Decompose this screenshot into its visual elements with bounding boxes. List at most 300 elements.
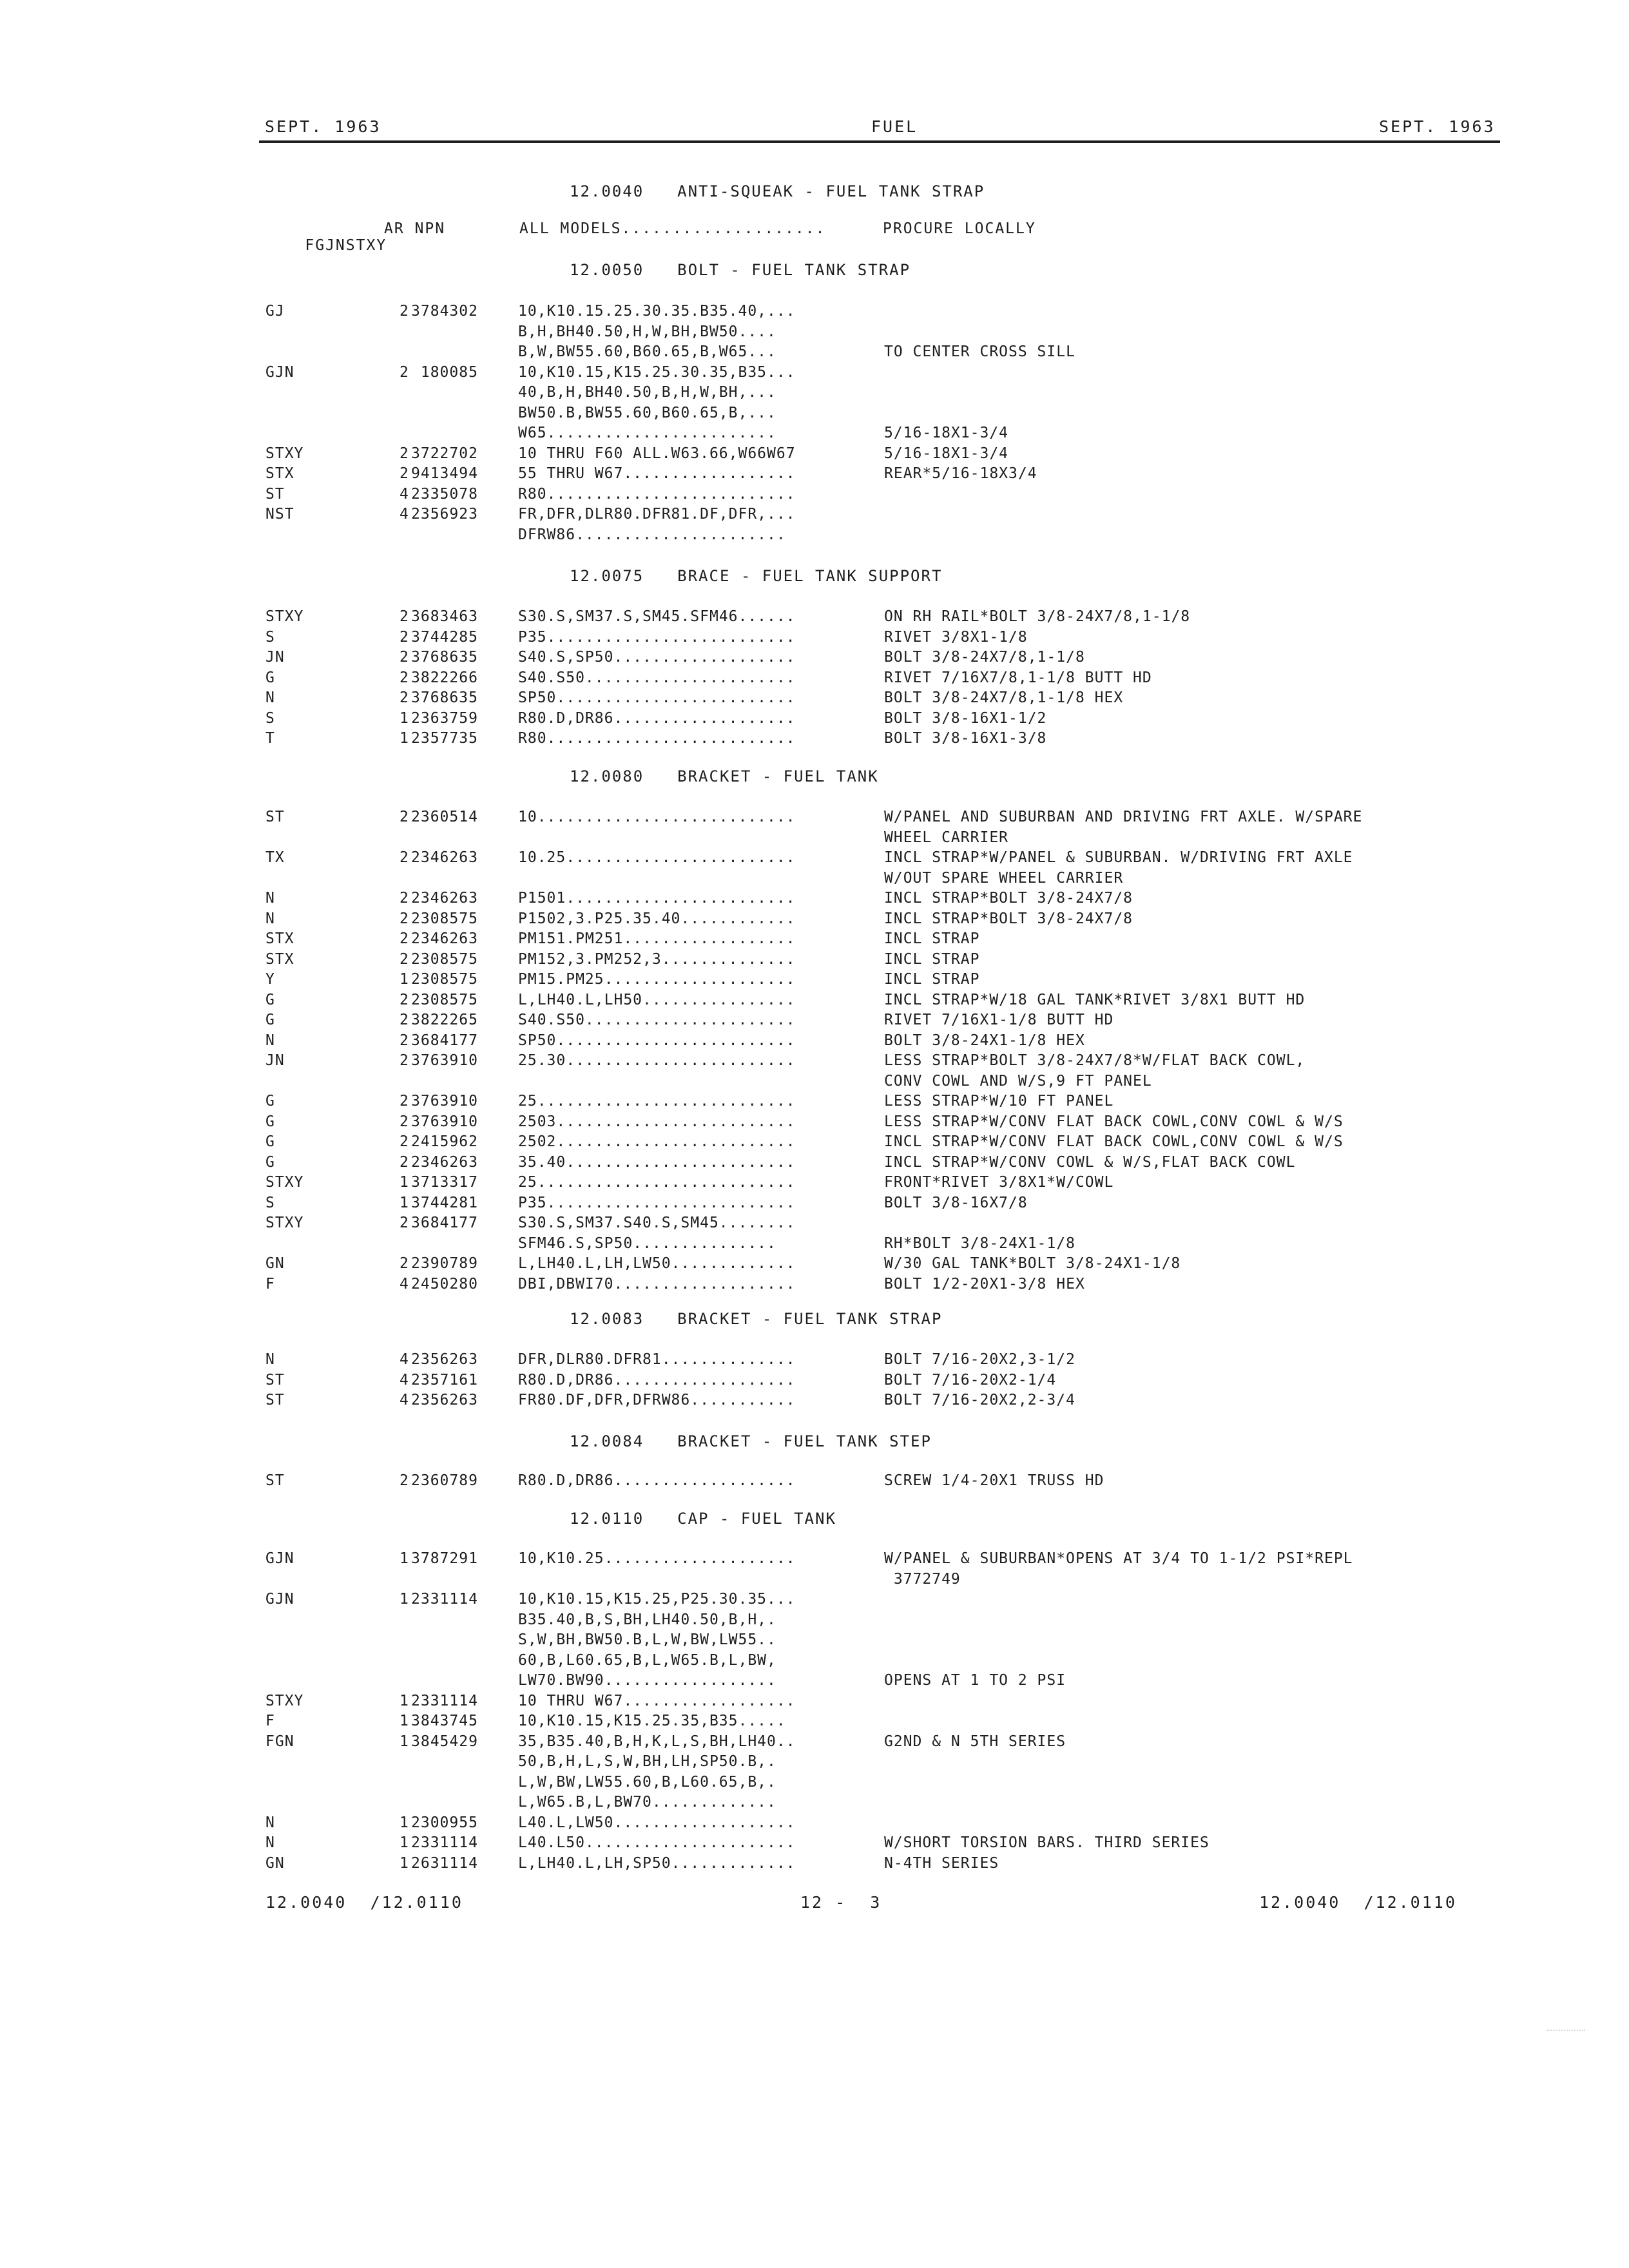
model-applicability: FR,DFR,DLR80.DFR81.DF,DFR,...	[518, 506, 796, 523]
model-code: STX	[265, 465, 294, 482]
part-note: BOLT 3/8-24X7/8,1-1/8 HEX	[884, 689, 1124, 706]
part-number: 2360514	[411, 809, 478, 825]
part-note: BOLT 3/8-16X1-1/2	[884, 709, 1047, 727]
part-number: 2308575	[411, 971, 478, 988]
model-applicability: LW70.BW90..................	[518, 1672, 776, 1689]
model-applicability: SP50.........................	[518, 689, 796, 706]
model-applicability: 25.30........................	[518, 1052, 796, 1069]
part-number: 2356263	[411, 1392, 478, 1408]
model-applicability: 10...........................	[518, 809, 796, 825]
model-applicability: B,W,BW55.60,B60.65,B,W65...	[518, 343, 776, 360]
part-row	[0, 848, 1629, 869]
column-header-npn: NPN	[414, 220, 446, 237]
part-row	[0, 1234, 1629, 1254]
part-row	[0, 648, 1629, 668]
part-row	[0, 1471, 1629, 1492]
part-note: INCL STRAP*BOLT 3/8-24X7/8	[884, 890, 1133, 907]
part-row	[0, 383, 1629, 403]
part-number: 2357735	[411, 730, 478, 747]
part-note: FRONT*RIVET 3/8X1*W/COWL	[884, 1174, 1114, 1191]
model-code: N	[265, 890, 275, 907]
model-applicability: L40.L50......................	[518, 1834, 796, 1851]
part-number: 3822266	[411, 669, 478, 686]
part-row	[0, 1370, 1629, 1391]
model-code: STXY	[265, 608, 304, 625]
part-note: BOLT 7/16-20X2-1/4	[884, 1371, 1057, 1389]
part-note: W/PANEL & SUBURBAN*OPENS AT 3/4 TO 1-1/2 PSI*REPL	[884, 1550, 1353, 1567]
column-header-ar-npn	[384, 220, 445, 237]
model-applicability: L,LH40.L,LH50................	[518, 991, 796, 1008]
model-applicability: DFR,DLR80.DFR81..............	[518, 1351, 796, 1368]
part-row	[0, 302, 1629, 322]
quantity: 1	[400, 1591, 409, 1608]
part-number: 3843745	[411, 1713, 478, 1729]
model-applicability: S40.S50......................	[518, 1012, 796, 1028]
part-number: 3768635	[411, 649, 478, 666]
model-applicability: 50,B,H,L,S,W,BH,LH,SP50.B,.	[518, 1753, 776, 1770]
part-row	[0, 1051, 1629, 1072]
quantity: 2	[400, 1153, 409, 1171]
model-applicability: 10,K10.15,K15.25.30.35,B35...	[518, 363, 796, 381]
part-row	[0, 1274, 1629, 1295]
part-number: 3763910	[411, 1093, 478, 1110]
part-note: G2ND & N 5TH SERIES	[884, 1733, 1066, 1750]
part-number: 2415962	[411, 1133, 478, 1150]
section-name: ANTI-SQUEAK - FUEL TANK STRAP	[677, 182, 985, 200]
part-number: 2356923	[411, 506, 478, 523]
section-name: BOLT - FUEL TANK STRAP	[677, 261, 911, 279]
part-row	[0, 464, 1629, 485]
part-number: 3763910	[411, 1052, 478, 1069]
scan-mark	[1547, 2030, 1585, 2032]
model-code: GJN	[265, 1550, 294, 1567]
quantity: 1	[400, 1713, 409, 1729]
part-number: 2450280	[411, 1275, 478, 1293]
section-name: BRACE - FUEL TANK SUPPORT	[677, 567, 943, 585]
model-code: N	[265, 1032, 275, 1049]
part-row	[0, 1390, 1629, 1411]
part-note: 5/16-18X1-3/4	[884, 445, 1009, 462]
part-note: ON RH RAIL*BOLT 3/8-24X7/8,1-1/8	[884, 608, 1191, 625]
quantity: 2	[400, 1052, 409, 1069]
part-note: 5/16-18X1-3/4	[884, 425, 1009, 441]
model-applicability: S30.S,SM37.S,SM45.SFM46......	[518, 608, 796, 625]
model-code: GJN	[265, 1591, 294, 1608]
part-number: 3713317	[411, 1174, 478, 1191]
quantity: 2	[400, 669, 409, 686]
model-applicability: 10,K10.15,K15.25.35,B35.....	[518, 1713, 786, 1729]
part-number: 3744285	[411, 628, 478, 646]
part-row	[0, 909, 1629, 930]
part-row	[0, 1254, 1629, 1274]
parts-list	[0, 607, 1629, 749]
part-note: W/SHORT TORSION BARS. THIRD SERIES	[884, 1834, 1210, 1851]
model-applicability: B,H,BH40.50,H,W,BH,BW50....	[518, 323, 776, 340]
section-title	[570, 261, 911, 279]
model-applicability: 10 THRU F60 ALL.W63.66,W66W67	[518, 445, 796, 462]
part-note: OPENS AT 1 TO 2 PSI	[884, 1672, 1066, 1689]
part-row	[0, 990, 1629, 1011]
part-number: 2308575	[411, 950, 478, 968]
model-applicability: L,W,BW,LW55.60,B,L60.65,B,.	[518, 1773, 776, 1791]
part-row	[0, 1132, 1629, 1153]
quantity: 4	[400, 1371, 409, 1389]
part-row	[0, 1072, 1629, 1092]
model-code: ST	[265, 1392, 285, 1408]
quantity: 4	[400, 1351, 409, 1368]
model-applicability: BW50.B,BW55.60,B60.65,B,...	[518, 404, 776, 421]
quantity: 1	[400, 1174, 409, 1191]
model-code: NST	[265, 506, 294, 523]
part-note: INCL STRAP*W/CONV FLAT BACK COWL,CONV COWL & W/S	[884, 1133, 1344, 1150]
model-applicability: PM15.PM25....................	[518, 971, 796, 988]
part-row	[0, 1350, 1629, 1370]
model-applicability: P35..........................	[518, 628, 796, 646]
column-header-codes: FGJNSTXY	[305, 237, 387, 254]
part-note: TO CENTER CROSS SILL	[884, 343, 1075, 360]
model-applicability: L,LH40.L,LH,LW50.............	[518, 1255, 796, 1272]
model-applicability: 60,B,L60.65,B,L,W65.B,L,BW,	[518, 1651, 776, 1669]
model-code: G	[265, 1113, 275, 1130]
part-number: 2308575	[411, 991, 478, 1008]
part-note: LESS STRAP*BOLT 3/8-24X7/8*W/FLAT BACK COWL,	[884, 1052, 1306, 1069]
model-code: N	[265, 1834, 275, 1851]
model-applicability: L,W65.B,L,BW70.............	[518, 1794, 776, 1811]
part-note: INCL STRAP*W/18 GAL TANK*RIVET 3/8X1 BUTT HD	[884, 991, 1306, 1008]
part-number: 2331114	[411, 1692, 478, 1709]
part-number: 2390789	[411, 1255, 478, 1272]
section-name: CAP - FUEL TANK	[677, 1510, 836, 1528]
part-row	[0, 403, 1629, 424]
part-note: RIVET 7/16X1-1/8 BUTT HD	[884, 1012, 1114, 1028]
model-applicability: R80.D,DR86...................	[518, 1472, 796, 1489]
model-applicability: 35.40........................	[518, 1153, 796, 1171]
part-row	[0, 342, 1629, 363]
quantity: 1	[400, 1194, 409, 1211]
model-code: STXY	[265, 1174, 304, 1191]
model-code: TX	[265, 849, 285, 866]
model-applicability: S30.S,SM37.S40.S,SM45........	[518, 1215, 796, 1231]
header-date-right: SEPT. 1963	[1379, 117, 1496, 136]
model-code: STXY	[265, 1692, 304, 1709]
section-title	[570, 1310, 942, 1328]
footer-page-number: 12 - 3	[800, 1893, 882, 1912]
quantity: 1	[400, 709, 409, 727]
part-note: BOLT 3/8-16X1-3/8	[884, 730, 1047, 747]
model-applicability: 25...........................	[518, 1174, 796, 1191]
part-number: 2363759	[411, 709, 478, 727]
part-row	[0, 709, 1629, 729]
header-rule	[259, 140, 1500, 143]
quantity: 2	[400, 910, 409, 927]
model-applicability: 10,K10.25....................	[518, 1550, 796, 1567]
quantity: 1	[400, 1814, 409, 1831]
quantity: 2	[400, 1133, 409, 1150]
part-number: 2346263	[411, 930, 478, 947]
part-row	[0, 628, 1629, 648]
part-row	[0, 1854, 1629, 1874]
quantity: 1	[400, 1692, 409, 1709]
part-row	[0, 1833, 1629, 1854]
model-code: T	[265, 730, 275, 747]
quantity: 2	[400, 628, 409, 646]
part-number: 2300955	[411, 1814, 478, 1831]
part-note: BOLT 7/16-20X2,2-3/4	[884, 1392, 1075, 1408]
section-number: 12.0083	[570, 1310, 644, 1328]
section-title	[570, 567, 942, 585]
part-note: 3772749	[884, 1570, 961, 1588]
part-note: INCL STRAP	[884, 971, 980, 988]
part-note: W/OUT SPARE WHEEL CARRIER	[884, 869, 1124, 887]
header-section-title: FUEL	[871, 117, 918, 136]
part-row	[0, 1570, 1629, 1590]
part-row	[0, 1213, 1629, 1234]
part-number: 2331114	[411, 1591, 478, 1608]
quantity: 2	[400, 1472, 409, 1489]
quantity: 2	[400, 890, 409, 907]
model-code: STX	[265, 950, 294, 968]
model-applicability: R80.D,DR86...................	[518, 709, 796, 727]
part-note: W/30 GAL TANK*BOLT 3/8-24X1-1/8	[884, 1255, 1181, 1272]
quantity: 2	[400, 363, 409, 381]
model-code: JN	[265, 649, 285, 666]
part-row	[0, 1590, 1629, 1610]
part-row	[0, 485, 1629, 505]
model-applicability: PM151.PM251..................	[518, 930, 796, 947]
model-code: GN	[265, 1854, 285, 1872]
section-name: BRACKET - FUEL TANK	[677, 767, 879, 785]
section-title	[570, 1432, 932, 1450]
quantity: 1	[400, 1834, 409, 1851]
model-code: G	[265, 1012, 275, 1028]
quantity: 1	[400, 971, 409, 988]
model-applicability: R80.D,DR86...................	[518, 1371, 796, 1389]
section-title	[570, 1510, 836, 1528]
model-applicability: R80..........................	[518, 730, 796, 747]
part-row	[0, 1630, 1629, 1651]
model-applicability: P1501........................	[518, 890, 796, 907]
part-row	[0, 1153, 1629, 1173]
part-note: INCL STRAP	[884, 950, 980, 968]
quantity: 4	[400, 1392, 409, 1408]
part-note: REAR*5/16-18X3/4	[884, 465, 1037, 482]
model-applicability: 10.25........................	[518, 849, 796, 866]
section-number: 12.0080	[570, 767, 644, 785]
model-code: S	[265, 709, 275, 727]
model-code: N	[265, 1814, 275, 1831]
quantity: 2	[400, 608, 409, 625]
model-code: G	[265, 1093, 275, 1110]
quantity: 2	[400, 1113, 409, 1130]
part-row	[0, 1193, 1629, 1214]
model-applicability: 10 THRU W67..................	[518, 1692, 796, 1709]
model-applicability: 40,B,H,BH40.50,B,H,W,BH,...	[518, 384, 776, 401]
header-date-left: SEPT. 1963	[265, 117, 381, 136]
model-applicability: S,W,BH,BW50.B,L,W,BW,LW55..	[518, 1631, 776, 1648]
model-applicability: DBI,DBWI70...................	[518, 1275, 796, 1293]
part-number: 2631114	[411, 1854, 478, 1872]
part-note: BOLT 3/8-24X1-1/8 HEX	[884, 1032, 1085, 1049]
model-applicability: W65........................	[518, 425, 776, 441]
model-applicability: 2502.........................	[518, 1133, 796, 1150]
part-row	[0, 668, 1629, 689]
part-number: 2357161	[411, 1371, 478, 1389]
model-applicability: S40.S50......................	[518, 669, 796, 686]
model-code: GJN	[265, 363, 294, 381]
part-number: 3722702	[411, 445, 478, 462]
section-title	[570, 767, 879, 785]
part-note: BOLT 3/8-24X7/8,1-1/8	[884, 649, 1085, 666]
column-header-ar: AR	[384, 220, 405, 237]
section-number: 12.0110	[570, 1510, 644, 1528]
part-number: 2331114	[411, 1834, 478, 1851]
part-row	[0, 1691, 1629, 1712]
model-applicability: 35,B35.40,B,H,K,L,S,BH,LH40..	[518, 1733, 796, 1750]
part-number: 3683463	[411, 608, 478, 625]
footer-range-left: 12.0040 /12.0110	[265, 1893, 463, 1912]
footer-range-right: 12.0040 /12.0110	[1259, 1893, 1457, 1912]
model-applicability: 10,K10.15,K15.25,P25.30.35...	[518, 1591, 796, 1608]
part-row	[0, 363, 1629, 383]
quantity: 2	[400, 303, 409, 320]
model-code: GN	[265, 1255, 285, 1272]
parts-list	[0, 1471, 1629, 1492]
model-applicability: PM152,3.PM252,3..............	[518, 950, 796, 968]
part-row	[0, 869, 1629, 889]
quantity: 4	[400, 506, 409, 523]
part-number: 3744281	[411, 1194, 478, 1211]
model-code: ST	[265, 809, 285, 825]
model-applicability: SFM46.S,SP50...............	[518, 1235, 776, 1252]
column-header-note: PROCURE LOCALLY	[883, 220, 1036, 237]
quantity: 2	[400, 689, 409, 706]
part-row	[0, 444, 1629, 465]
part-row	[0, 807, 1629, 828]
quantity: 1	[400, 730, 409, 747]
part-number: 3684177	[411, 1215, 478, 1231]
model-code: STX	[265, 930, 294, 947]
part-number: 3784302	[411, 303, 478, 320]
model-applicability: P1502,3.P25.35.40............	[518, 910, 796, 927]
parts-list	[0, 1549, 1629, 1874]
part-number: 9413494	[411, 465, 478, 482]
quantity: 2	[400, 991, 409, 1008]
part-row	[0, 970, 1629, 990]
part-number: 3684177	[411, 1032, 478, 1049]
part-note: INCL STRAP*W/CONV COWL & W/S,FLAT BACK COWL	[884, 1153, 1296, 1171]
model-applicability: SP50.........................	[518, 1032, 796, 1049]
part-note: BOLT 3/8-16X7/8	[884, 1194, 1028, 1211]
part-note: N-4TH SERIES	[884, 1854, 999, 1872]
quantity: 2	[400, 1215, 409, 1231]
quantity: 2	[400, 465, 409, 482]
model-code: GJ	[265, 303, 285, 320]
quantity: 2	[400, 930, 409, 947]
model-code: JN	[265, 1052, 285, 1069]
part-row	[0, 607, 1629, 628]
column-header-models: ALL MODELS....................	[519, 220, 826, 237]
model-applicability: L,LH40.L,LH,SP50.............	[518, 1854, 796, 1872]
model-applicability: 25...........................	[518, 1093, 796, 1110]
part-row	[0, 1773, 1629, 1793]
quantity: 2	[400, 809, 409, 825]
quantity: 2	[400, 849, 409, 866]
part-row	[0, 950, 1629, 970]
quantity: 2	[400, 1032, 409, 1049]
part-note: INCL STRAP	[884, 930, 980, 947]
model-code: N	[265, 689, 275, 706]
quantity: 2	[400, 1093, 409, 1110]
part-note: W/PANEL AND SUBURBAN AND DRIVING FRT AXLE. W/SPARE	[884, 809, 1363, 825]
model-code: ST	[265, 485, 285, 503]
model-code: G	[265, 1133, 275, 1150]
part-note: CONV COWL AND W/S,9 FT PANEL	[884, 1072, 1152, 1090]
parts-list	[0, 1350, 1629, 1411]
quantity: 2	[400, 1255, 409, 1272]
quantity: 2	[400, 1012, 409, 1028]
model-code: N	[265, 1351, 275, 1368]
section-name: BRACKET - FUEL TANK STEP	[677, 1432, 932, 1450]
part-note: INCL STRAP*W/PANEL & SUBURBAN. W/DRIVING FRT AXLE	[884, 849, 1353, 866]
quantity: 2	[400, 649, 409, 666]
part-row	[0, 322, 1629, 343]
part-note: INCL STRAP*BOLT 3/8-24X7/8	[884, 910, 1133, 927]
part-row	[0, 1813, 1629, 1834]
part-row	[0, 729, 1629, 749]
part-row	[0, 1671, 1629, 1691]
section-number: 12.0084	[570, 1432, 644, 1450]
model-applicability: L40.L,LW50...................	[518, 1814, 796, 1831]
part-number: 2360789	[411, 1472, 478, 1489]
quantity: 4	[400, 485, 409, 503]
section-number: 12.0040	[570, 182, 644, 200]
part-row	[0, 1651, 1629, 1671]
part-note: RH*BOLT 3/8-24X1-1/8	[884, 1235, 1075, 1252]
model-applicability: B35.40,B,S,BH,LH40.50,B,H,.	[518, 1611, 776, 1628]
part-note: BOLT 1/2-20X1-3/8 HEX	[884, 1275, 1085, 1293]
part-note: RIVET 3/8X1-1/8	[884, 628, 1028, 646]
part-row	[0, 525, 1629, 546]
quantity: 4	[400, 1275, 409, 1293]
part-note: LESS STRAP*W/10 FT PANEL	[884, 1093, 1114, 1110]
part-number: 2356263	[411, 1351, 478, 1368]
part-row	[0, 505, 1629, 525]
model-code: G	[265, 1153, 275, 1171]
section-number: 12.0050	[570, 261, 644, 279]
part-number: 3763910	[411, 1113, 478, 1130]
part-row	[0, 1610, 1629, 1631]
model-code: G	[265, 991, 275, 1008]
part-row	[0, 1732, 1629, 1753]
model-applicability: P35..........................	[518, 1194, 796, 1211]
part-row	[0, 1091, 1629, 1112]
model-code: ST	[265, 1472, 285, 1489]
part-note: BOLT 7/16-20X2,3-1/2	[884, 1351, 1075, 1368]
section-title	[570, 182, 985, 200]
quantity: 1	[400, 1733, 409, 1750]
part-row	[0, 889, 1629, 909]
part-note: SCREW 1/4-20X1 TRUSS HD	[884, 1472, 1104, 1489]
model-code: STXY	[265, 445, 304, 462]
part-number: 2335078	[411, 485, 478, 503]
part-number: 2346263	[411, 890, 478, 907]
part-row	[0, 1031, 1629, 1052]
model-applicability: S40.S,SP50...................	[518, 649, 796, 666]
parts-list	[0, 807, 1629, 1294]
part-row	[0, 1792, 1629, 1813]
part-note: WHEEL CARRIER	[884, 829, 1009, 846]
part-row	[0, 929, 1629, 950]
